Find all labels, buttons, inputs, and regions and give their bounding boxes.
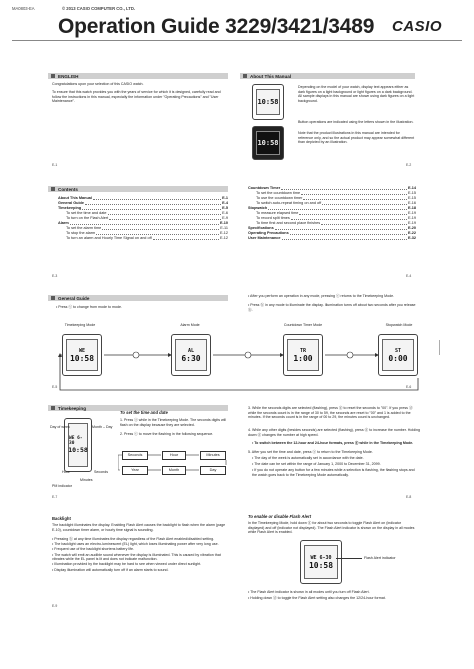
mode-label: Alarm Mode xyxy=(180,323,200,327)
toc-label: Specifications xyxy=(248,226,274,230)
right-step: • To switch between the 12-hour and 24-hour formats, press ⓓ while in the Timekeeping Mode. xyxy=(252,441,414,445)
toc-label: General Guide xyxy=(58,201,84,205)
intro-text-2: To ensure that this watch provides you with the years of service for which it is designed, carefully read and follow the instructions in this manual, especially the information under "Operating Precautions" and "User Maintenance". xyxy=(52,90,221,104)
watch-timekeeping-diagram: WE 6-30 10:58 xyxy=(64,418,92,472)
watch-main-text: 10:58 xyxy=(69,353,95,363)
toc-label: About This Manual xyxy=(58,196,92,200)
toc-page: E-20 xyxy=(407,226,416,230)
about-bullet: Button operations are indicated using the letters shown in the illustration. xyxy=(298,120,414,124)
english-label: ENGLISH xyxy=(58,73,79,79)
seq-seconds: Seconds xyxy=(122,451,148,460)
toc-page: E-19 xyxy=(407,211,416,215)
contents-heading: Contents xyxy=(58,186,78,192)
diagram-label: Day of week xyxy=(50,425,70,429)
general-note-right: • After you perform an operation in any mode, pressing ⓒ returns to the Timekeeping Mode. xyxy=(248,294,395,298)
toc-page: E-15 xyxy=(407,191,416,195)
toc-left xyxy=(58,196,228,241)
toc-label: To use the countdown timer xyxy=(256,196,303,200)
flash-note: • The Flash Alert indicator is shown in all modes until you turn off Flash Alert. xyxy=(248,590,370,594)
step: 2. Press ⓒ to move the flashing in the following sequence. xyxy=(120,432,214,436)
seq-minutes: Minutes xyxy=(200,451,226,460)
mode-label: Timekeeping Mode xyxy=(64,323,96,327)
toc-page: E-32 xyxy=(407,236,416,240)
watch-illustration-dark: 10:58 xyxy=(252,126,284,160)
toc-page: E-16 xyxy=(407,201,416,205)
toc-label: Timekeeping xyxy=(58,206,82,210)
toc-page: E-19 xyxy=(407,221,416,225)
toc-label: To turn on the Flash Alert xyxy=(66,216,109,220)
toc-page: E-5 xyxy=(222,206,228,210)
diagram-label: Month – Day xyxy=(92,425,113,429)
general-note-right: • Press ⓑ in any mode to illuminate the display. Illumination turns off about two seconds after you release ⓑ. xyxy=(248,303,416,312)
watch-main-text: 0:00 xyxy=(388,353,408,363)
watch-top-text: WE xyxy=(78,347,86,354)
set-time-title: To set the time and date xyxy=(120,410,168,415)
diagram-label: Minutes xyxy=(80,478,93,482)
right-step: 5. After you set the time and date, press ⓐ to return to the Timekeeping Mode. xyxy=(248,450,373,454)
watch-main-text: 6:30 xyxy=(181,353,201,363)
watch-top-text: TR xyxy=(299,347,307,354)
toc-label: Operating Precautions xyxy=(248,231,289,235)
square-icon xyxy=(243,74,247,78)
backlight-bullets xyxy=(52,537,228,573)
backlight-bullet: • Pressing ⓑ at any time illuminates the display regardless of the Flash Alert enabled/disabled setting. xyxy=(52,537,215,541)
page-number: E-8 xyxy=(406,495,412,499)
square-icon xyxy=(51,406,55,410)
page-number: E-1 xyxy=(52,163,58,167)
toc-page: E-12 xyxy=(219,231,228,235)
backlight-text: The backlight illuminates the display. Enabling Flash Alert causes the backlight to flash when the alarm (page E-10), countdown timer alarm, or hourly time signal is sounding. xyxy=(52,523,226,532)
toc-label: To set the alarm time xyxy=(66,226,102,230)
backlight-bullet: • Illumination provided by the backlight may be hard to see when viewed under direct sunlight. xyxy=(52,562,202,567)
toc-page: E-1 xyxy=(222,196,228,200)
diagram-label: Seconds xyxy=(94,470,108,474)
diagram-label: Hour xyxy=(62,470,70,474)
toc-page: E-22 xyxy=(407,231,416,235)
step: 1. Press ⓐ while in the Timekeeping Mode. The seconds digits will flash on the display because they are selected. xyxy=(120,418,226,427)
page-number: E-7 xyxy=(52,495,58,499)
timekeeping-heading: Timekeeping xyxy=(58,405,86,411)
page-number: E-9 xyxy=(52,604,58,608)
square-icon xyxy=(51,296,55,300)
toc-label: To time first and second place finishes xyxy=(256,221,321,225)
toc-page: E-19 xyxy=(407,216,416,220)
diagram-label: PM indicator xyxy=(52,484,72,488)
about-header xyxy=(240,73,415,79)
mode-label: Countdown Timer Mode xyxy=(283,323,323,327)
right-step: 4. While any other digits (besides seconds) are selected (flashing), press ⓓ to increase the number. Holding down ⓓ changes the number at high speed. xyxy=(248,428,420,437)
seq-hour: Hour xyxy=(162,451,186,460)
toc-label: Alarm xyxy=(58,221,69,225)
toc-label: To switch auto-repeat timing on and off xyxy=(256,201,322,205)
contents-header xyxy=(48,186,228,192)
english-tab xyxy=(48,73,228,79)
page-number: E-4 xyxy=(406,274,412,278)
general-guide-header xyxy=(48,295,228,301)
watch-illustration: 10:58 xyxy=(252,84,284,120)
mode-label: Stopwatch Mode xyxy=(385,323,413,327)
doc-code: MA0803-EA xyxy=(12,6,35,11)
toc-label: To stop the alarm xyxy=(66,231,96,235)
toc-page: E-10 xyxy=(219,221,228,225)
toc-page: E-6 xyxy=(222,211,228,215)
toc-label: User Maintenance xyxy=(248,236,281,240)
toc-label: To set the countdown time xyxy=(256,191,301,195)
right-step: • The day of the week is automatically set in accordance with the date. xyxy=(252,456,364,460)
watch-top-text: ST xyxy=(394,347,402,354)
watch-top-text: AL xyxy=(187,347,195,354)
page-number: E-2 xyxy=(406,163,412,167)
watch-flash-alert: WE 6-30 10:58 xyxy=(300,540,342,584)
backlight-bullet: • Display illumination will automatically turn off if an alarm starts to sound. xyxy=(52,567,169,572)
general-note: • Press ⓒ to change from mode to mode. xyxy=(56,305,122,309)
right-step: 3. While the seconds digits are selected (flashing), press ⓓ to reset the seconds to "00". If you press ⓓ while the seconds count is in the range of 30 to 59, the seconds are reset to "00" and 1 is added to the minutes. If the seconds count is in the range of 00 to 29, the minutes count is unchanged. xyxy=(248,406,413,420)
about-bullet: Depending on the model of your watch, display text appears either as dark figures on a light background or light figures on a dark background. All sample displays in this manual are shown using dark figures on a light background. xyxy=(298,85,415,103)
square-icon xyxy=(51,74,55,78)
flash-alert-text: In the Timekeeping Mode, hold down ⓓ for about two seconds to toggle Flash Alert on (indicator displayed) and off (indicator not displayed). The Flash Alert indicator is shown on the display in all modes while Flash Alert is enabled. xyxy=(248,521,415,535)
seq-month: Month xyxy=(162,466,186,475)
toc-page: E-15 xyxy=(407,196,416,200)
backlight-heading: Backlight xyxy=(52,516,71,521)
backlight-bullet: • The backlight uses an electro-luminescent (EL) light, which loses illuminating power after very long use. xyxy=(52,542,219,547)
toc-page: E-14 xyxy=(407,186,416,190)
general-guide-heading: General Guide xyxy=(58,295,90,301)
toc-label: Stopwatch xyxy=(248,206,268,210)
page-number: E-6 xyxy=(406,385,412,389)
copyright: © 2013 CASIO COMPUTER CO., LTD. xyxy=(62,6,136,11)
flash-indicator-label: Flash Alert indicator xyxy=(364,556,396,560)
toc-right xyxy=(248,186,416,241)
casio-logo: CASIO xyxy=(392,18,443,35)
intro-text: Congratulations upon your selection of this CASIO watch. xyxy=(52,82,144,86)
watch-main-text: 1:00 xyxy=(293,353,313,363)
toc-label: Countdown Timer xyxy=(248,186,281,190)
page-title: Operation Guide 3229/3421/3489 xyxy=(58,15,375,38)
toc-page: E-4 xyxy=(222,201,228,205)
flash-alert-title: To enable or disable Flash Alert xyxy=(248,514,311,519)
toc-label: To record split times xyxy=(256,216,290,220)
seq-day: Day xyxy=(200,466,226,475)
page-number: E-3 xyxy=(52,274,58,278)
seq-year: Year xyxy=(122,466,148,475)
toc-page: E-11 xyxy=(220,226,228,230)
about-heading: About This Manual xyxy=(250,73,292,79)
toc-page: E-12 xyxy=(219,236,228,240)
right-step: • The date can be set within the range of January 1, 2000 to December 31, 2099. xyxy=(252,462,381,466)
square-icon xyxy=(51,187,55,191)
about-bullet: Note that the product illustrations in this manual are intended for reference only, and so the actual product may appear somewhat different than depicted by an illustration. xyxy=(298,131,415,145)
toc-label: To turn an alarm and Hourly Time Signal on and off xyxy=(66,236,152,240)
sequence-arrows xyxy=(118,448,232,480)
toc-row xyxy=(58,236,228,241)
flash-note: • Holding down ⓓ to toggle the Flash Alert setting also changes the 12/24-hour format. xyxy=(248,596,386,600)
toc-label: To set the time and date xyxy=(66,211,107,215)
backlight-bullet: • Frequent use of the backlight shortens battery life. xyxy=(52,547,134,552)
right-step: • If you do not operate any button for a few minutes while a selection is flashing, the flashing stops and the watch goes back to the Timekeeping Mode automatically. xyxy=(252,468,415,477)
toc-page: E-9 xyxy=(222,216,228,220)
toc-page: E-18 xyxy=(407,206,416,210)
page-number: E-5 xyxy=(52,385,58,389)
toc-label: To measure elapsed time xyxy=(256,211,299,215)
toc-row xyxy=(248,236,416,241)
backlight-bullet: • The watch will emit an audible sound whenever the display is illuminated. This is caused by vibration that vibrates while the EL panel is lit and does not indicate malfunction. xyxy=(52,552,221,562)
mode-cycle-arrows xyxy=(40,330,440,402)
